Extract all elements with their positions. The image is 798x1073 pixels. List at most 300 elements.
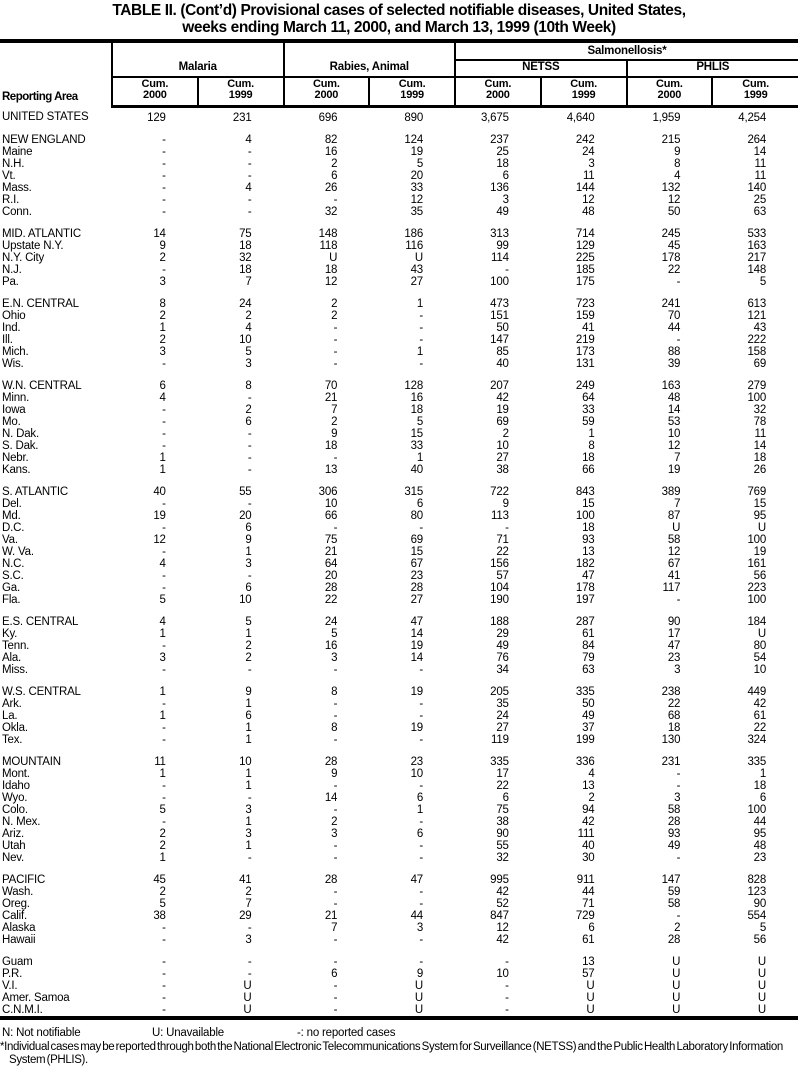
- value-cell: 100: [747, 593, 767, 606]
- value-cell: 24: [239, 297, 252, 310]
- value-cell: -: [333, 733, 338, 746]
- section-spacer: [0, 864, 798, 874]
- value-cell: 32: [324, 205, 338, 218]
- table-row: [0, 404, 798, 416]
- value-cell: -: [247, 955, 252, 968]
- value-cell: 2: [674, 921, 681, 934]
- value-cell: 59: [667, 885, 681, 898]
- value-cell: -: [247, 205, 252, 218]
- value-cell: 118: [319, 239, 338, 252]
- row-label: Mont.: [2, 767, 30, 780]
- value-cell: 27: [410, 593, 424, 606]
- row-label: Oreg.: [2, 897, 30, 910]
- value-cell: -: [162, 721, 166, 734]
- value-cell: 21: [324, 391, 338, 404]
- value-cell: -: [676, 851, 681, 864]
- value-cell: 722: [490, 485, 509, 498]
- row-label: Okla.: [2, 721, 28, 734]
- row-label: Utah: [2, 839, 26, 852]
- value-cell: -: [419, 663, 424, 676]
- value-cell: 116: [405, 239, 424, 252]
- value-cell: -: [419, 851, 424, 864]
- value-cell: 3: [674, 663, 681, 676]
- value-cell: 129: [147, 111, 166, 124]
- value-cell: -: [419, 733, 424, 746]
- value-cell: 2: [331, 415, 338, 428]
- value-cell: 769: [747, 485, 767, 498]
- row-label: Tex.: [2, 733, 23, 746]
- table-row: [0, 570, 798, 582]
- row-label: Va.: [2, 533, 18, 546]
- value-cell: 50: [667, 205, 681, 218]
- value-cell: U: [243, 979, 252, 992]
- value-cell: 188: [490, 615, 509, 628]
- cum-header-0: Cum. 2000: [112, 77, 198, 106]
- value-cell: -: [162, 991, 166, 1004]
- value-cell: 2: [502, 427, 509, 440]
- row-label: N.Y. City: [2, 251, 45, 264]
- value-cell: 22: [496, 779, 509, 792]
- value-cell: 2: [159, 333, 166, 346]
- value-cell: 44: [753, 815, 767, 828]
- value-cell: 843: [575, 485, 595, 498]
- value-cell: 5: [416, 157, 424, 170]
- section-spacer: [0, 476, 798, 486]
- value-cell: 13: [324, 463, 338, 476]
- cum-header-7: Cum. 1999: [712, 77, 798, 106]
- value-cell: -: [419, 897, 424, 910]
- value-cell: 124: [404, 133, 424, 146]
- value-cell: 25: [753, 193, 767, 206]
- value-cell: 132: [661, 181, 681, 194]
- table-row: [0, 358, 798, 370]
- value-cell: -: [162, 955, 166, 968]
- value-cell: 66: [324, 509, 338, 522]
- value-cell: 39: [667, 357, 681, 370]
- value-cell: 48: [667, 391, 681, 404]
- row-label: Idaho: [2, 779, 30, 792]
- value-cell: 129: [575, 239, 595, 252]
- row-label: V.I.: [2, 979, 18, 992]
- value-cell: 148: [318, 227, 338, 240]
- value-cell: 2: [245, 651, 252, 664]
- value-cell: 6: [588, 921, 595, 934]
- value-cell: 26: [753, 463, 767, 476]
- value-cell: 71: [496, 533, 509, 546]
- value-cell: 156: [490, 557, 509, 570]
- row-label: Nev.: [2, 851, 24, 864]
- table-row: [0, 898, 798, 910]
- value-cell: 7: [674, 451, 681, 464]
- row-label: Mass.: [2, 181, 32, 194]
- value-cell: -: [333, 779, 338, 792]
- value-cell: -: [247, 967, 252, 980]
- value-cell: 2: [245, 639, 252, 652]
- value-cell: 10: [667, 427, 681, 440]
- footnote: *Individual cases may be reported through both the National Electronic Telecommunications System for Surveillance (NETSS) and the Public Health Laboratory Information System (PHLIS).: [0, 1040, 783, 1066]
- table-section: [0, 124, 798, 218]
- value-cell: 16: [324, 145, 338, 158]
- value-cell: 38: [496, 463, 509, 476]
- value-cell: 114: [491, 251, 509, 264]
- value-cell: U: [414, 979, 424, 992]
- value-cell: -: [333, 357, 338, 370]
- value-cell: 182: [575, 557, 595, 570]
- value-cell: -: [162, 521, 166, 534]
- table-row: [0, 206, 798, 218]
- row-label: Del.: [2, 497, 22, 510]
- value-cell: 7: [245, 275, 252, 288]
- value-cell: 43: [753, 321, 767, 334]
- value-cell: 178: [575, 581, 595, 594]
- value-cell: 287: [575, 615, 595, 628]
- row-label: Kans.: [2, 463, 31, 476]
- value-cell: 911: [576, 873, 595, 886]
- table-row: [0, 380, 798, 392]
- table-row: [0, 464, 798, 476]
- cum-header-row: [0, 77, 798, 106]
- value-cell: 6: [416, 791, 424, 804]
- value-cell: 6: [416, 827, 424, 840]
- value-cell: 197: [575, 593, 595, 606]
- value-cell: -: [333, 955, 338, 968]
- value-cell: 93: [582, 533, 595, 546]
- value-cell: 1: [159, 451, 166, 464]
- value-cell: 49: [496, 639, 509, 652]
- value-cell: 1: [159, 321, 166, 334]
- table-row: [0, 322, 798, 334]
- value-cell: -: [333, 885, 338, 898]
- row-label: N.C.: [2, 557, 25, 570]
- rabies-group-header: Rabies, Animal: [284, 41, 456, 77]
- value-cell: 95: [753, 827, 767, 840]
- value-cell: 2: [159, 839, 166, 852]
- value-cell: 56: [753, 933, 767, 946]
- value-cell: 45: [667, 239, 681, 252]
- value-cell: 53: [667, 415, 681, 428]
- value-cell: -: [419, 697, 424, 710]
- value-cell: 1: [159, 851, 166, 864]
- value-cell: -: [162, 157, 166, 170]
- cum-header-4: Cum. 2000: [455, 77, 541, 106]
- value-cell: 55: [239, 485, 252, 498]
- value-cell: 54: [753, 651, 767, 664]
- value-cell: -: [162, 1003, 166, 1016]
- row-label: Conn.: [2, 205, 32, 218]
- value-cell: -: [247, 427, 252, 440]
- row-label: La.: [2, 709, 18, 722]
- value-cell: U: [757, 521, 767, 534]
- value-cell: 121: [747, 309, 767, 322]
- row-label: Pa.: [2, 275, 19, 288]
- value-cell: 15: [410, 545, 424, 558]
- value-cell: 4: [159, 615, 166, 628]
- value-cell: 80: [753, 639, 767, 652]
- value-cell: 324: [747, 733, 767, 746]
- value-cell: 389: [661, 485, 681, 498]
- value-cell: -: [162, 791, 166, 804]
- table-row: [0, 756, 798, 768]
- value-cell: U: [672, 521, 681, 534]
- row-label: Minn.: [2, 391, 30, 404]
- value-cell: -: [247, 451, 252, 464]
- value-cell: 7: [245, 897, 252, 910]
- value-cell: 22: [667, 263, 681, 276]
- value-cell: 14: [410, 627, 424, 640]
- value-cell: 215: [661, 133, 681, 146]
- value-cell: 28: [324, 873, 338, 886]
- value-cell: -: [162, 663, 166, 676]
- table-row: [0, 158, 798, 170]
- value-cell: -: [505, 955, 509, 968]
- value-cell: 61: [753, 709, 767, 722]
- value-cell: 38: [153, 909, 166, 922]
- value-cell: 63: [582, 663, 595, 676]
- value-cell: 8: [159, 297, 166, 310]
- value-cell: 147: [490, 333, 509, 346]
- value-cell: 144: [575, 181, 595, 194]
- value-cell: 111: [577, 827, 595, 840]
- value-cell: 1: [416, 451, 424, 464]
- value-cell: U: [243, 991, 252, 1004]
- cum-header-1: Cum. 1999: [198, 77, 284, 106]
- row-label: MOUNTAIN: [2, 755, 61, 768]
- value-cell: -: [419, 839, 424, 852]
- table-row: [0, 534, 798, 546]
- value-cell: -: [333, 803, 338, 816]
- value-cell: 242: [575, 133, 595, 146]
- value-cell: 38: [496, 815, 509, 828]
- value-cell: 100: [575, 509, 595, 522]
- table-row: [0, 240, 798, 252]
- value-cell: 67: [667, 557, 681, 570]
- value-cell: 94: [582, 803, 595, 816]
- value-cell: -: [162, 205, 166, 218]
- table-row: [0, 852, 798, 864]
- row-label: P.R.: [2, 967, 23, 980]
- table-row: [0, 416, 798, 428]
- table-row: [0, 440, 798, 452]
- value-cell: 43: [410, 263, 424, 276]
- value-cell: 32: [239, 251, 252, 264]
- value-cell: 55: [496, 839, 509, 852]
- value-cell: 9: [331, 427, 338, 440]
- value-cell: 6: [759, 791, 767, 804]
- table-row: [0, 792, 798, 804]
- row-label: Fla.: [2, 593, 21, 606]
- table-row: [0, 934, 798, 946]
- value-cell: -: [162, 133, 166, 146]
- value-cell: 12: [410, 193, 424, 206]
- value-cell: 335: [747, 755, 767, 768]
- value-cell: 49: [667, 839, 681, 852]
- value-cell: 35: [410, 205, 424, 218]
- value-cell: 12: [667, 439, 681, 452]
- value-cell: 4: [159, 391, 166, 404]
- value-cell: -: [247, 145, 252, 158]
- value-cell: 2: [159, 309, 166, 322]
- value-cell: 13: [582, 955, 595, 968]
- value-cell: -: [333, 709, 338, 722]
- value-cell: 37: [582, 721, 595, 734]
- value-cell: 1: [159, 463, 166, 476]
- value-cell: 5: [245, 345, 252, 358]
- value-cell: -: [162, 545, 166, 558]
- value-cell: 336: [575, 755, 595, 768]
- table-section: [0, 476, 798, 606]
- value-cell: 140: [747, 181, 767, 194]
- cum-header-2: Cum. 2000: [284, 77, 370, 106]
- section-spacer: [0, 288, 798, 298]
- value-cell: -: [676, 593, 681, 606]
- section-spacer: [0, 746, 798, 756]
- value-cell: 59: [582, 415, 595, 428]
- value-cell: 20: [324, 569, 338, 582]
- value-cell: 100: [747, 803, 767, 816]
- value-cell: 217: [747, 251, 767, 264]
- table-row: [0, 968, 798, 980]
- value-cell: -: [162, 581, 166, 594]
- section-spacer: [0, 946, 798, 956]
- value-cell: 128: [404, 379, 424, 392]
- value-cell: 9: [159, 239, 166, 252]
- value-cell: 82: [324, 133, 338, 146]
- value-cell: 23: [410, 569, 424, 582]
- value-cell: 613: [747, 297, 767, 310]
- salmonellosis-group-header: Salmonellosis*: [455, 41, 798, 60]
- value-cell: 12: [496, 921, 509, 934]
- value-cell: U: [672, 991, 681, 1004]
- value-cell: 88: [667, 345, 681, 358]
- value-cell: 1: [416, 345, 424, 358]
- value-cell: -: [419, 357, 424, 370]
- value-cell: 147: [661, 873, 681, 886]
- value-cell: -: [676, 333, 681, 346]
- legend-not-notifiable: N: Not notifiable: [2, 1026, 81, 1039]
- value-cell: U: [243, 1003, 252, 1016]
- value-cell: 47: [582, 569, 595, 582]
- value-cell: -: [247, 791, 252, 804]
- value-cell: 1: [245, 545, 252, 558]
- value-cell: 8: [331, 721, 338, 734]
- value-cell: 42: [496, 391, 509, 404]
- value-cell: U: [414, 991, 424, 1004]
- value-cell: 9: [245, 533, 252, 546]
- row-label: Miss.: [2, 663, 28, 676]
- value-cell: 3: [245, 803, 252, 816]
- table-row: [0, 146, 798, 158]
- value-cell: 847: [490, 909, 509, 922]
- value-cell: -: [419, 321, 424, 334]
- value-cell: 241: [661, 297, 681, 310]
- table-row: [0, 594, 798, 606]
- value-cell: 148: [747, 263, 767, 276]
- value-cell: 15: [753, 497, 767, 510]
- value-cell: 40: [496, 357, 509, 370]
- table-section: [0, 946, 798, 1018]
- value-cell: U: [757, 967, 767, 980]
- value-cell: 1: [588, 427, 595, 440]
- row-label: Tenn.: [2, 639, 30, 652]
- row-label: Mo.: [2, 415, 21, 428]
- value-cell: 90: [667, 615, 681, 628]
- value-cell: -: [333, 193, 338, 206]
- value-cell: 61: [582, 933, 595, 946]
- value-cell: 6: [502, 791, 509, 804]
- value-cell: 42: [753, 697, 767, 710]
- value-cell: 11: [154, 755, 166, 768]
- value-cell: -: [676, 275, 681, 288]
- value-cell: 12: [324, 275, 338, 288]
- value-cell: 41: [239, 873, 252, 886]
- table-row: [0, 182, 798, 194]
- value-cell: -: [333, 321, 338, 334]
- value-cell: 6: [245, 415, 252, 428]
- value-cell: 32: [753, 403, 767, 416]
- reporting-area-header: Reporting Area: [0, 41, 112, 106]
- value-cell: 175: [575, 275, 595, 288]
- row-label: Ga.: [2, 581, 20, 594]
- table-row: [0, 228, 798, 240]
- value-cell: -: [247, 169, 252, 182]
- value-cell: -: [247, 921, 252, 934]
- value-cell: 19: [410, 145, 424, 158]
- table-section: [0, 288, 798, 370]
- value-cell: 69: [753, 357, 767, 370]
- value-cell: 17: [667, 627, 681, 640]
- value-cell: -: [333, 333, 338, 346]
- value-cell: 18: [667, 721, 681, 734]
- value-cell: 75: [496, 803, 509, 816]
- value-cell: 9: [416, 967, 424, 980]
- value-cell: 18: [324, 263, 338, 276]
- value-cell: 16: [410, 391, 424, 404]
- value-cell: 11: [582, 169, 595, 182]
- value-cell: 130: [661, 733, 681, 746]
- value-cell: 41: [667, 569, 681, 582]
- value-cell: 5: [416, 415, 424, 428]
- value-cell: 75: [324, 533, 338, 546]
- legend-unavailable: U: Unavailable: [152, 1026, 224, 1039]
- value-cell: -: [162, 921, 166, 934]
- value-cell: 18: [753, 451, 767, 464]
- value-cell: 473: [490, 297, 509, 310]
- value-cell: -: [419, 779, 424, 792]
- value-cell: -: [419, 333, 424, 346]
- value-cell: 76: [496, 651, 509, 664]
- table-row: [0, 980, 798, 992]
- row-label: Iowa: [2, 403, 26, 416]
- row-label: NEW ENGLAND: [2, 133, 86, 146]
- value-cell: 21: [324, 909, 338, 922]
- value-cell: 19: [410, 639, 424, 652]
- value-cell: 19: [410, 721, 424, 734]
- value-cell: -: [419, 709, 424, 722]
- row-label: C.N.M.I.: [2, 1003, 43, 1016]
- value-cell: -: [162, 569, 166, 582]
- value-cell: 58: [667, 897, 681, 910]
- value-cell: 18: [410, 403, 424, 416]
- value-cell: 7: [331, 403, 338, 416]
- value-cell: U: [586, 979, 595, 992]
- value-cell: 8: [245, 379, 252, 392]
- value-cell: 33: [410, 439, 424, 452]
- value-cell: -: [162, 169, 166, 182]
- value-cell: 207: [490, 379, 509, 392]
- value-cell: 10: [496, 439, 509, 452]
- value-cell: -: [419, 955, 424, 968]
- value-cell: 6: [416, 497, 424, 510]
